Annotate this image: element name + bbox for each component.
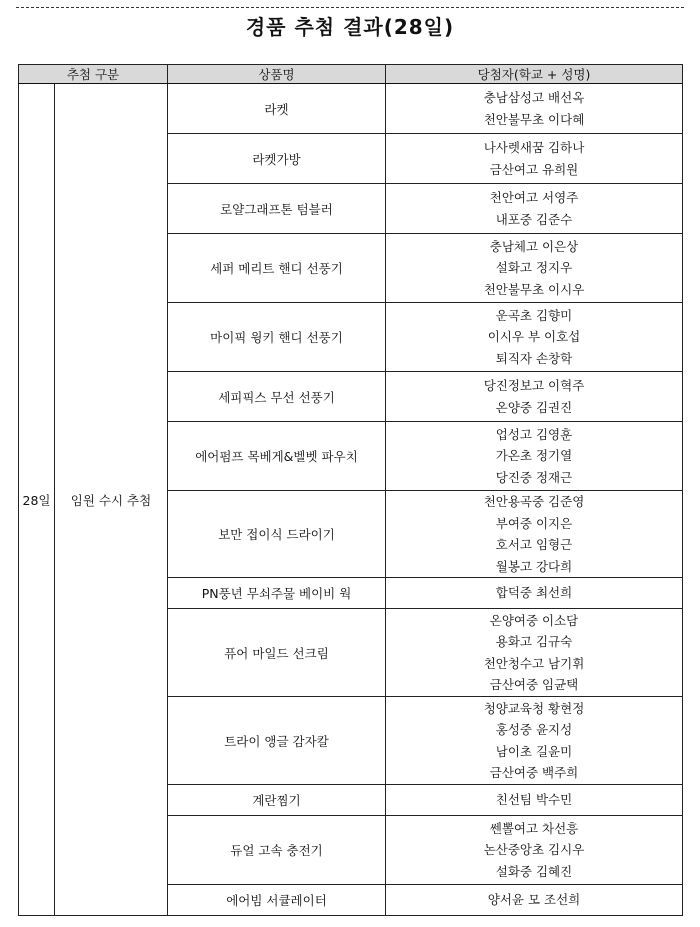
- winners-cell: [386, 84, 683, 134]
- winner-entry: 내포중 김준수: [495, 211, 573, 227]
- winner-entry: 온양여중 이소담: [489, 612, 579, 628]
- header-product: 상품명: [168, 65, 386, 84]
- product-name-cell: 세피픽스 무선 선풍기: [168, 372, 386, 422]
- product-name-cell: 트라이 앵글 감자칼: [168, 697, 386, 785]
- winner-entry: 설화고 정지우: [495, 260, 573, 276]
- winner-entry: 금산여고 유희원: [489, 161, 579, 177]
- winner-entry: 천안불무초 이다혜: [483, 111, 585, 127]
- winners-cell: [386, 422, 683, 491]
- product-name-cell: 로얄그래프톤 텀블러: [168, 184, 386, 234]
- winners-cell: [386, 578, 683, 609]
- winners-cell: [386, 372, 683, 422]
- winners-cell: [386, 491, 683, 578]
- winner-entry: 천안여고 서영주: [489, 190, 579, 205]
- winner-entry: 친선팀 박수민: [495, 792, 573, 808]
- winners-cell: [386, 184, 683, 234]
- winners-cell: [386, 697, 683, 785]
- winner-entry: 남이초 길윤미: [495, 743, 573, 759]
- winner-entry: 당진정보고 이혁주: [483, 378, 585, 393]
- winners-cell: [386, 234, 683, 303]
- winner-entry: 월봉고 강다희: [495, 558, 573, 574]
- product-name-cell: 보만 접이식 드라이기: [168, 491, 386, 578]
- product-name-cell: 듀얼 고속 충전기: [168, 816, 386, 885]
- winner-entry: 용화고 김규숙: [495, 634, 573, 649]
- winner-entry: 부여중 이지은: [495, 515, 573, 531]
- winner-entry: 합덕중 최선희: [495, 585, 573, 601]
- winner-entry: 홍성중 윤지성: [495, 722, 573, 737]
- product-name-cell: 계란찜기: [168, 785, 386, 816]
- winner-entry: 이시우 부 이호섭: [487, 329, 581, 345]
- winners-cell: [386, 134, 683, 184]
- product-name-cell: PN풍년 무쇠주물 베이비 웍: [168, 578, 386, 609]
- winner-entry: 당진중 정재근: [495, 469, 573, 485]
- winners-cell: [386, 885, 683, 916]
- table-header-row: [19, 65, 683, 84]
- winner-entry: 천안청수고 남기휘: [483, 655, 585, 671]
- winner-entry: 가온초 정기열: [495, 448, 573, 464]
- winner-entry: 나사렛새꿈 김하나: [483, 140, 585, 155]
- winners-cell: [386, 816, 683, 885]
- product-name-cell: 퓨어 마일드 선크림: [168, 609, 386, 697]
- table-row: [19, 84, 683, 134]
- winner-entry: 금산여중 백주희: [489, 765, 579, 780]
- winner-entry: 청양교육청 황현정: [483, 700, 585, 716]
- winner-entry: 천안불무초 이시우: [483, 281, 585, 297]
- winner-entry: 쎈뽈여고 차선흥: [489, 820, 579, 836]
- winners-cell: [386, 303, 683, 372]
- winner-entry: 온양중 김권진: [495, 399, 573, 415]
- winner-entry: 호서고 임형근: [495, 537, 573, 552]
- winner-entry: 운곡초 김향미: [495, 307, 573, 323]
- winner-entry: 양서윤 모 조선희: [487, 892, 581, 908]
- winner-entry: 금산여중 임균택: [489, 677, 579, 692]
- product-name-cell: 라켓가방: [168, 134, 386, 184]
- results-table: [18, 64, 683, 916]
- winner-entry: 충남삼성고 배선옥: [483, 90, 585, 105]
- winner-entry: 논산중앙초 김시우: [483, 842, 585, 858]
- product-name-cell: 에어펌프 목베게&벨벳 파우치: [168, 422, 386, 491]
- draw-day-cell: 28일: [19, 84, 55, 916]
- product-name-cell: 라켓: [168, 84, 386, 134]
- product-name-cell: 세퍼 메리트 핸디 선풍기: [168, 234, 386, 303]
- top-dashed-divider: [16, 7, 684, 8]
- winner-entry: 충남체고 이은상: [489, 238, 579, 254]
- winners-cell: [386, 609, 683, 697]
- page-title: 경품 추첨 결과(28일): [245, 15, 455, 39]
- winner-entry: 천안용곡중 김준영: [483, 494, 585, 509]
- header-category: 추첨 구분: [19, 65, 168, 84]
- winner-entry: 퇴직자 손창학: [495, 350, 573, 366]
- product-name-cell: 마이픽 윙키 핸디 선풍기: [168, 303, 386, 372]
- table-body: [19, 84, 683, 916]
- winner-entry: 설화중 김혜진: [495, 863, 573, 879]
- product-name-cell: 에어빔 서큘레이터: [168, 885, 386, 916]
- winners-cell: [386, 785, 683, 816]
- draw-category-cell: 임원 수시 추첨: [55, 84, 168, 916]
- header-winner: 당첨자(학교 + 성명): [386, 65, 683, 84]
- winner-entry: 업성고 김영훈: [495, 426, 573, 442]
